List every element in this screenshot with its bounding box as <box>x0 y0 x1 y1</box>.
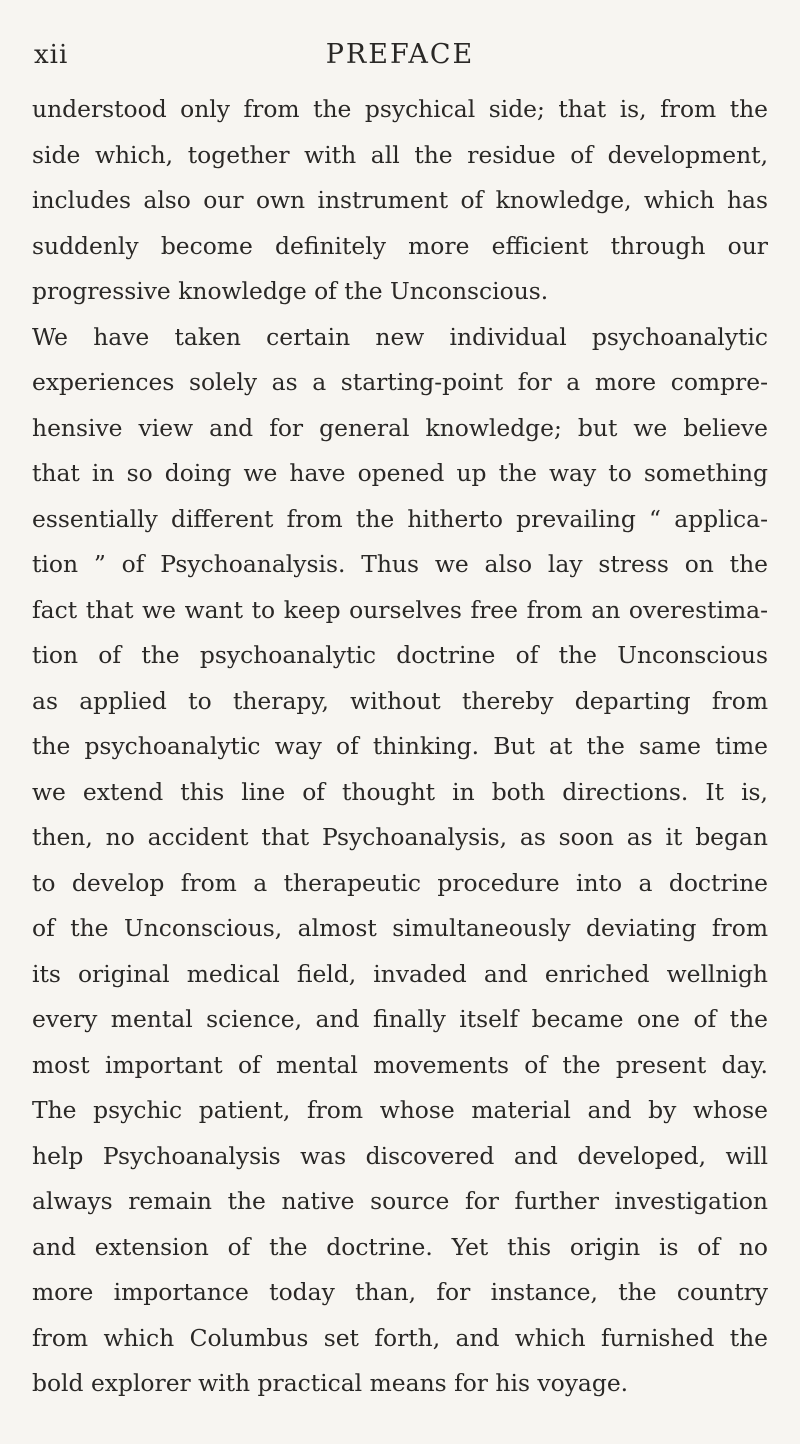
text-line: from which Columbus set forth, and which furnished the <box>32 1323 768 1352</box>
paragraph-end-line: bold explorer with practical means for his voyage. <box>32 1369 629 1397</box>
text-line: always remain the native source for further investigation <box>32 1187 768 1215</box>
text-line: then, no accident that Psychoanalysis, as soon as it began <box>32 823 768 851</box>
text-line: most important of mental movements of the present day. <box>32 1050 768 1079</box>
text-line: that in so doing we have opened up the way to something <box>32 459 768 487</box>
page-number: xii <box>34 40 69 70</box>
text-line: as applied to therapy, without thereby departing from <box>32 686 768 715</box>
text-line: experiences solely as a starting-point for a more compre- <box>32 368 768 396</box>
text-line: the psychoanalytic way of thinking. But at the same time <box>32 732 768 760</box>
text-line: every mental science, and finally itself became one of the <box>32 1005 768 1033</box>
text-line: to develop from a therapeutic procedure into a doctrine <box>32 868 768 897</box>
text-line: and extension of the doctrine. Yet this origin is of no <box>32 1232 768 1261</box>
text-line: we extend this line of thought in both directions. It is, <box>32 777 768 806</box>
text-line: of the Unconscious, almost simultaneously deviating from <box>32 914 768 942</box>
text-line: help Psychoanalysis was discovered and developed, will <box>32 1141 768 1170</box>
text-line: understood only from the psychical side; that is, from the <box>32 95 768 123</box>
text-line: fact that we want to keep ourselves free from an overestima- <box>32 595 768 624</box>
text-line: tion of the psychoanalytic doctrine of the Unconscious <box>32 641 768 669</box>
running-head <box>0 38 800 72</box>
running-title: PREFACE <box>325 39 475 70</box>
text-line: We have taken certain new individual psychoanalytic <box>32 322 768 351</box>
text-line: more importance today than, for instance, the country <box>32 1278 768 1306</box>
paragraph-end-line: progressive knowledge of the Unconscious. <box>32 277 549 305</box>
body-text <box>32 87 768 1407</box>
text-line: suddenly become definitely more efficient through our <box>32 231 768 260</box>
text-line: includes also our own instrument of knowledge, which has <box>32 186 768 214</box>
text-line: hensive view and for general knowledge; but we believe <box>32 413 768 442</box>
text-line: side which, together with all the residue of development, <box>32 140 768 169</box>
text-line: essentially different from the hitherto prevailing “ applica- <box>32 504 768 533</box>
text-line: tion ” of Psychoanalysis. Thus we also lay stress on the <box>32 550 768 578</box>
text-line: its original medical field, invaded and enriched wellnigh <box>32 959 768 988</box>
text-line: The psychic patient, from whose material and by whose <box>32 1096 768 1124</box>
